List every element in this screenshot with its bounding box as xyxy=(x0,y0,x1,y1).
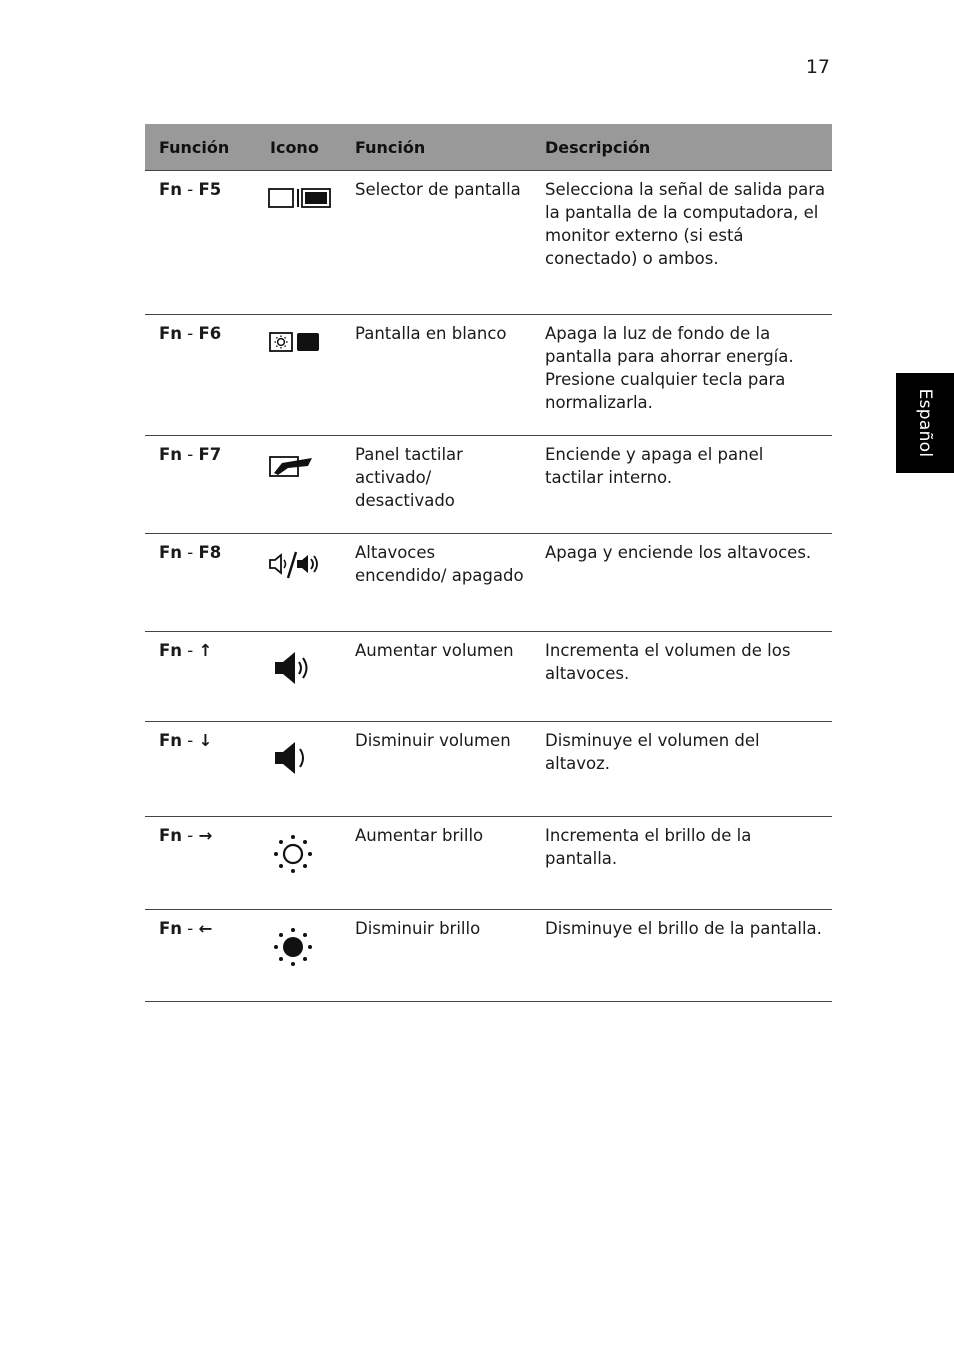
function-cell: Selector de pantalla xyxy=(342,171,532,315)
description-cell: Disminuye el brillo de la pantalla. xyxy=(532,910,832,1002)
icon-cell xyxy=(256,171,342,315)
touchpad-toggle-icon xyxy=(268,454,316,480)
header-function-name: Función xyxy=(342,124,532,171)
header-icon: Icono xyxy=(256,124,342,171)
language-side-tab xyxy=(896,373,954,473)
table-row xyxy=(145,171,832,315)
key-separator: - xyxy=(182,731,199,750)
fn-key: Fn xyxy=(159,324,183,343)
hotkey-cell xyxy=(145,722,256,817)
key-separator: - xyxy=(182,641,199,660)
function-cell: Disminuir brillo xyxy=(342,910,532,1002)
table-row xyxy=(145,722,832,817)
function-cell: Aumentar volumen xyxy=(342,632,532,722)
key-separator: - xyxy=(182,543,199,562)
description-cell: Apaga y enciende los altavoces. xyxy=(532,534,832,632)
description-cell: Disminuye el volumen del altavoz. xyxy=(532,722,832,817)
key-separator: - xyxy=(182,445,199,464)
language-label: Español xyxy=(915,388,935,458)
hotkey-cell xyxy=(145,436,256,534)
table-row xyxy=(145,534,832,632)
key-label: F8 xyxy=(198,543,222,562)
key-label: ↓ xyxy=(198,731,213,750)
key-label: ↑ xyxy=(198,641,213,660)
key-separator: - xyxy=(182,919,199,938)
volume-up-icon xyxy=(273,648,313,688)
hotkey-cell xyxy=(145,171,256,315)
icon-cell xyxy=(256,632,342,722)
fn-key: Fn xyxy=(159,641,183,660)
key-label: F5 xyxy=(198,180,222,199)
hotkey-cell xyxy=(145,315,256,436)
description-cell: Incrementa el volumen de los altavoces. xyxy=(532,632,832,722)
table-row xyxy=(145,910,832,1002)
table-header-row xyxy=(145,124,832,171)
hotkey-cell xyxy=(145,534,256,632)
key-separator: - xyxy=(182,826,199,845)
fn-key: Fn xyxy=(159,731,183,750)
icon-cell xyxy=(256,817,342,910)
hotkey-cell xyxy=(145,817,256,910)
function-cell: Altavoces encendido/ apagado xyxy=(342,534,532,632)
page-number: 17 xyxy=(805,56,830,78)
key-label: F7 xyxy=(198,445,222,464)
brightness-up-icon xyxy=(272,833,314,875)
function-cell: Panel tactilar activado/ desactivado xyxy=(342,436,532,534)
display-toggle-icon xyxy=(268,187,332,211)
brightness-down-icon xyxy=(272,926,314,968)
icon-cell xyxy=(256,910,342,1002)
icon-cell xyxy=(256,534,342,632)
hotkey-cell xyxy=(145,910,256,1002)
icon-cell xyxy=(256,315,342,436)
table-row xyxy=(145,315,832,436)
key-label: → xyxy=(198,826,213,845)
screen-blank-icon xyxy=(268,331,324,355)
description-cell: Apaga la luz de fondo de la pantalla para ahorrar energía. Presione cualquier tecla para normalizarla. xyxy=(532,315,832,436)
key-separator: - xyxy=(182,180,199,199)
description-cell: Enciende y apaga el panel tactilar interno. xyxy=(532,436,832,534)
fn-key: Fn xyxy=(159,826,183,845)
table-row xyxy=(145,436,832,534)
description-cell: Incrementa el brillo de la pantalla. xyxy=(532,817,832,910)
function-cell: Aumentar brillo xyxy=(342,817,532,910)
hotkey-table xyxy=(145,124,832,1002)
fn-key: Fn xyxy=(159,919,183,938)
description-cell: Selecciona la señal de salida para la pantalla de la computadora, el monitor externo (si está conectado) o ambos. xyxy=(532,171,832,315)
function-cell: Disminuir volumen xyxy=(342,722,532,817)
table-row xyxy=(145,632,832,722)
speaker-toggle-icon xyxy=(268,550,320,580)
hotkey-cell xyxy=(145,632,256,722)
key-label: ← xyxy=(198,919,213,938)
key-separator: - xyxy=(182,324,199,343)
icon-cell xyxy=(256,722,342,817)
function-cell: Pantalla en blanco xyxy=(342,315,532,436)
table-row xyxy=(145,817,832,910)
key-label: F6 xyxy=(198,324,222,343)
icon-cell xyxy=(256,436,342,534)
fn-key: Fn xyxy=(159,180,183,199)
volume-down-icon xyxy=(273,738,313,778)
header-description: Descripción xyxy=(532,124,832,171)
fn-key: Fn xyxy=(159,543,183,562)
fn-key: Fn xyxy=(159,445,183,464)
header-function: Función xyxy=(145,124,256,171)
